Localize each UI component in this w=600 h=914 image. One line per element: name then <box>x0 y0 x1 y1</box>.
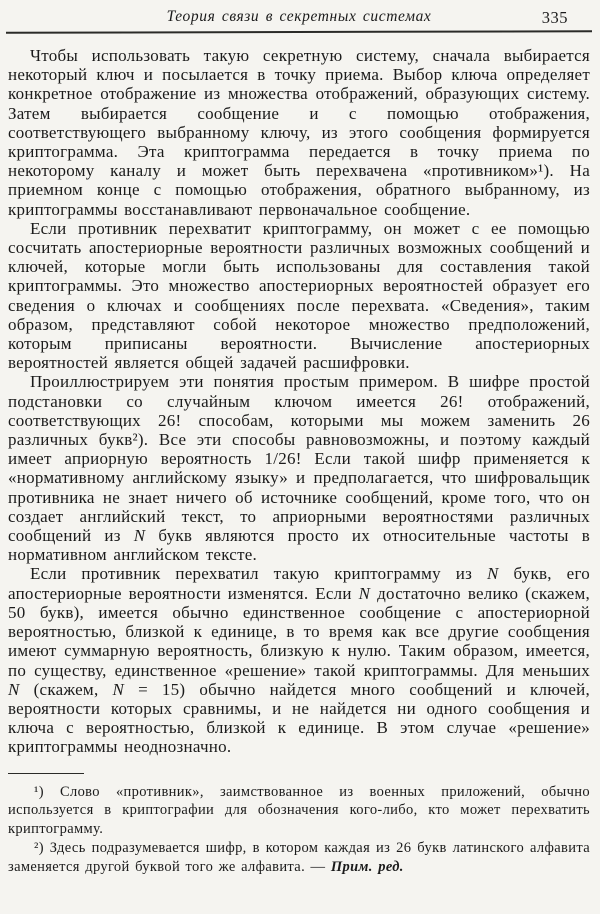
text-segment: N <box>133 526 146 546</box>
text-segment: Чтобы использовать такую секретную систему, сначала выбирается некоторый ключ и посылается в точку приема. Выбор ключа определяет конкретное отображение из множества отображений, образующих систему. Затем выбирается сообщение и с помощью отображения, соответствующего выбранному ключу, из этого сообщения формируется криптограмма. Эта криптограмма передается в точку приема по некоторому каналу и может быть перехвачена «противником»¹). На приемном конце с помощью отображения, обратного выбранному, из криптограммы восстанавливают первоначальное сообщение. <box>8 46 590 219</box>
footnote-1 <box>8 783 590 839</box>
header-rule <box>6 30 592 34</box>
text-segment: ¹) Слово «противник», заимствованное из военных приложений, обычно используется в криптографии для обозначения кого-либо, кто может перехватить криптограмму. <box>8 783 590 838</box>
text-segment: Прим. ред. <box>330 858 404 875</box>
page-body <box>8 46 590 757</box>
text-segment: Проиллюстрируем эти понятия простым примером. В шифре простой подстановки со случайным ключом имеется 26! отображений, соответствующих 26! способам, которыми мы можем заменить 26 различных букв²). Все эти способы равновозможны, и поэтому каждый имеет априорную вероятность 1/26! Если такой шифр применяется к «нормативному английскому языку» и предполагается, что шифровальщик противника не знает ничего об источнике сообщений, кроме того, что он создает английский текст, то априорными вероятностями различных сообщений из <box>8 372 590 546</box>
text-segment: ²) Здесь подразумевается шифр, в котором каждая из 26 букв латинского алфавита заменяется другой буквой того же алфавита. — <box>8 839 590 875</box>
paragraph-1 <box>8 46 590 219</box>
page-header <box>8 8 590 28</box>
page-number: 335 <box>541 8 568 27</box>
text-segment: N <box>487 564 499 584</box>
text-segment: N <box>112 679 125 699</box>
footnotes-section <box>8 783 590 877</box>
footnote-2 <box>8 839 590 877</box>
text-segment: (скажем, <box>19 679 113 699</box>
text-segment: N <box>8 679 20 699</box>
paragraph-2 <box>8 219 590 373</box>
text-segment: N <box>358 583 371 603</box>
paragraph-3 <box>8 372 590 564</box>
text-segment: = 15) обычно найдется много сообщений и ключей, вероятности которых сравнимы, и не найдется ни одного сообщения и ключа с вероятностью, близкой к единице. В этом случае «решение» криптограммы неоднозначно. <box>8 679 590 757</box>
text-segment: букв, его апостериорные вероятности изменятся. Если <box>8 564 590 603</box>
text-segment: Если противник перехватит криптограмму, он может с ее помощью сосчитать апостериорные вероятности различных возможных сообщений и ключей, которые могли быть использованы для составления такой криптограммы. Это множество апостериорных вероятностей образует его сведения о ключах и сообщениях после перехвата. «Сведения», таким образом, представляют собой некоторое множество предположений, которым приписаны вероятности. Вычисление апостериорных вероятностей является общей задачей расшифровки. <box>8 218 590 373</box>
text-segment: Если противник перехватил такую криптограмму из <box>30 564 487 584</box>
footnote-separator <box>8 773 84 774</box>
running-title: Теория связи в секретных системах <box>166 8 432 25</box>
paragraph-4 <box>8 564 590 756</box>
text-segment: букв являются просто их относительные частоты в нормативном английском тексте. <box>8 526 590 565</box>
text-segment: достаточно велико (скажем, 50 букв), имеется обычно единственное сообщение с апостериорной вероятностью, близкой к единице, в то время как все другие сообщения имеют суммарную вероятность, близкую к нулю. Таким образом, имеется, по существу, единственное «решение» такой криптограммы. Для меньших <box>8 583 590 680</box>
